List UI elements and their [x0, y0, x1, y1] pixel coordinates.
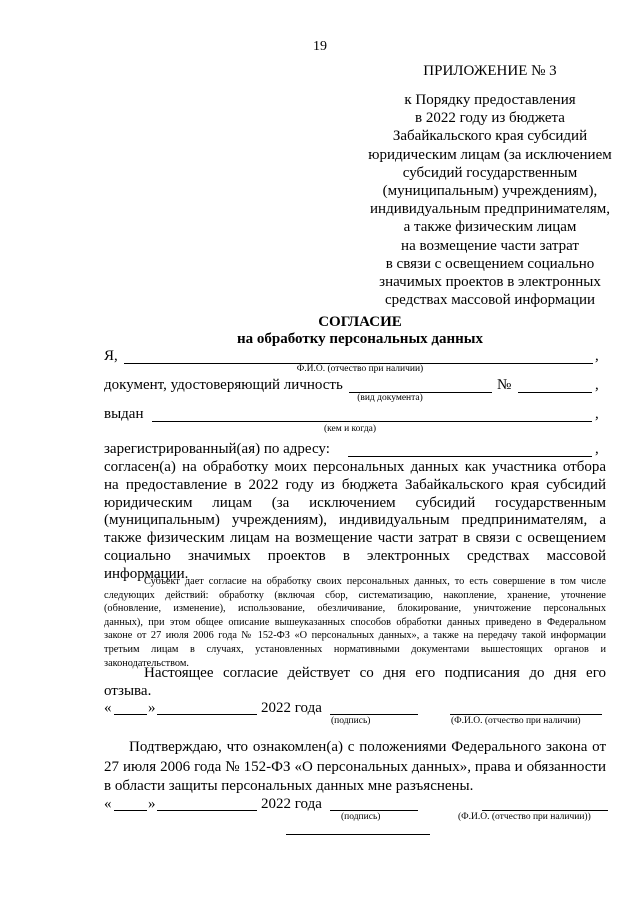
issued-comma: , — [595, 406, 599, 422]
name-caption: Ф.И.О. (отчество при наличии) — [296, 364, 424, 374]
appendix-line: субсидий государственным — [402, 164, 578, 181]
issued-row — [104, 405, 600, 424]
document-number-label: № — [497, 377, 512, 393]
quote-open: « — [104, 796, 112, 812]
consent-subtitle: на обработку персональных данных — [237, 331, 483, 347]
appendix-line: на возмещение части затрат — [401, 237, 579, 254]
text-line: законодательством. — [104, 657, 189, 669]
text-line: также физическим лицам на возмещение части затрат в связи с освещением — [104, 530, 606, 547]
quote-close: » — [148, 796, 156, 812]
appendix-line: индивидуальным предпринимателям, — [370, 201, 610, 218]
text-line: в области защиты персональных данных мне разъяснены. — [104, 778, 474, 794]
month-field[interactable] — [157, 714, 257, 715]
appendix-title: ПРИЛОЖЕНИЕ № 3 — [423, 63, 557, 79]
name-comma: , — [595, 348, 599, 364]
quote-open: « — [104, 700, 112, 716]
issued-field[interactable] — [152, 421, 592, 422]
appendix-line: в 2022 году из бюджета — [415, 110, 565, 127]
full-name-field[interactable] — [482, 810, 608, 811]
text-line: информации. — [104, 565, 189, 582]
address-field[interactable] — [348, 456, 592, 457]
confirmation-paragraph — [104, 738, 606, 797]
day-field[interactable] — [114, 810, 147, 811]
appendix-reference — [340, 91, 640, 309]
sign-caption-2: (подпись) — [341, 812, 381, 822]
issued-caption: (кем и когда) — [323, 424, 377, 434]
text-line: (обновление, изменение), использование, обезличивание, блокирование, уничтожение персональных — [104, 603, 606, 615]
text-line: социально значимых проектов в электронных средствах массовой — [104, 547, 606, 564]
appendix-line: Забайкальского края субсидий — [392, 128, 588, 145]
year-text: 2022 года — [261, 700, 322, 716]
full-name-field[interactable] — [450, 714, 602, 715]
quote-close: » — [148, 700, 156, 716]
appendix-line: средствах массовой информации — [384, 292, 596, 309]
text-line: согласен(а) на обработку моих персональных данных как участника отбора — [104, 459, 606, 475]
validity-paragraph — [104, 664, 606, 700]
name-caption-1: (Ф.И.О. (отчество при наличии) — [451, 716, 581, 726]
day-field[interactable] — [114, 714, 147, 715]
appendix-line: юридическим лицам (за исключением — [368, 146, 612, 163]
text-line: следующих действий: обработку (включая сбор, систематизацию, накопление, хранение, уточнение — [104, 589, 606, 601]
text-line: третьим лицам в случаях, установленных нормативными документами вышестоящих органов и — [104, 643, 606, 655]
document-comma: , — [595, 377, 599, 393]
text-line: 27 июля 2006 года № 152-ФЗ «О персональных данных», права и обязанности — [104, 758, 606, 775]
text-line: (муниципальным) учреждениям), индивидуальным предпринимателям, а — [104, 512, 606, 529]
consent-title: СОГЛАСИЕ — [318, 314, 402, 330]
text-line: законе от 27 июля 2006 года № 152-ФЗ «О персональных данных», а также на передачу такой информации — [104, 630, 606, 642]
signature-field[interactable] — [330, 714, 418, 715]
appendix-line: к Порядку предоставления — [404, 92, 576, 108]
text-line: данных), при этом общее описание вышеуказанных способов обработки данных приведено в Федеральном — [104, 616, 606, 628]
subject-paragraph — [104, 575, 606, 670]
issued-label: выдан — [104, 406, 144, 422]
year-text: 2022 года — [261, 796, 322, 812]
document-label: документ, удостоверяющий личность — [104, 377, 343, 393]
appendix-line: значимых проектов в электронных — [379, 274, 601, 291]
signature-field[interactable] — [330, 810, 418, 811]
appendix-line: а также физическим лицам — [403, 219, 577, 236]
sign-caption-1: (подпись) — [331, 716, 371, 726]
text-line: Настоящее согласие действует со дня его подписания до дня его — [144, 665, 606, 681]
text-line: на предоставление в 2022 году из бюджета Забайкальского края субсидий — [104, 476, 606, 493]
document-number-field[interactable] — [518, 392, 592, 393]
appendix-line: в связи с освещением социально — [385, 255, 595, 272]
name-prefix: Я, — [104, 348, 118, 364]
address-label: зарегистрированный(ая) по адресу: — [104, 441, 330, 457]
text-line: Субъект дает согласие на обработку своих персональных данных, то есть совершение в том числе — [144, 576, 606, 587]
name-caption-2: (Ф.И.О. (отчество при наличии)) — [458, 812, 591, 822]
address-comma: , — [595, 441, 599, 457]
consent-paragraph — [104, 459, 606, 584]
page-number: 19 — [313, 39, 327, 54]
document-caption: (вид документа) — [357, 393, 423, 403]
bottom-line — [286, 834, 430, 835]
month-field[interactable] — [157, 810, 257, 811]
appendix-line: (муниципальным) учреждениям), — [382, 183, 598, 200]
text-line: юридическим лицам (за исключением субсидий государственным — [104, 494, 606, 511]
address-row — [104, 440, 600, 459]
text-line: отзыва. — [104, 683, 152, 699]
text-line: Подтверждаю, что ознакомлен(а) с положениями Федерального закона от — [129, 739, 606, 755]
